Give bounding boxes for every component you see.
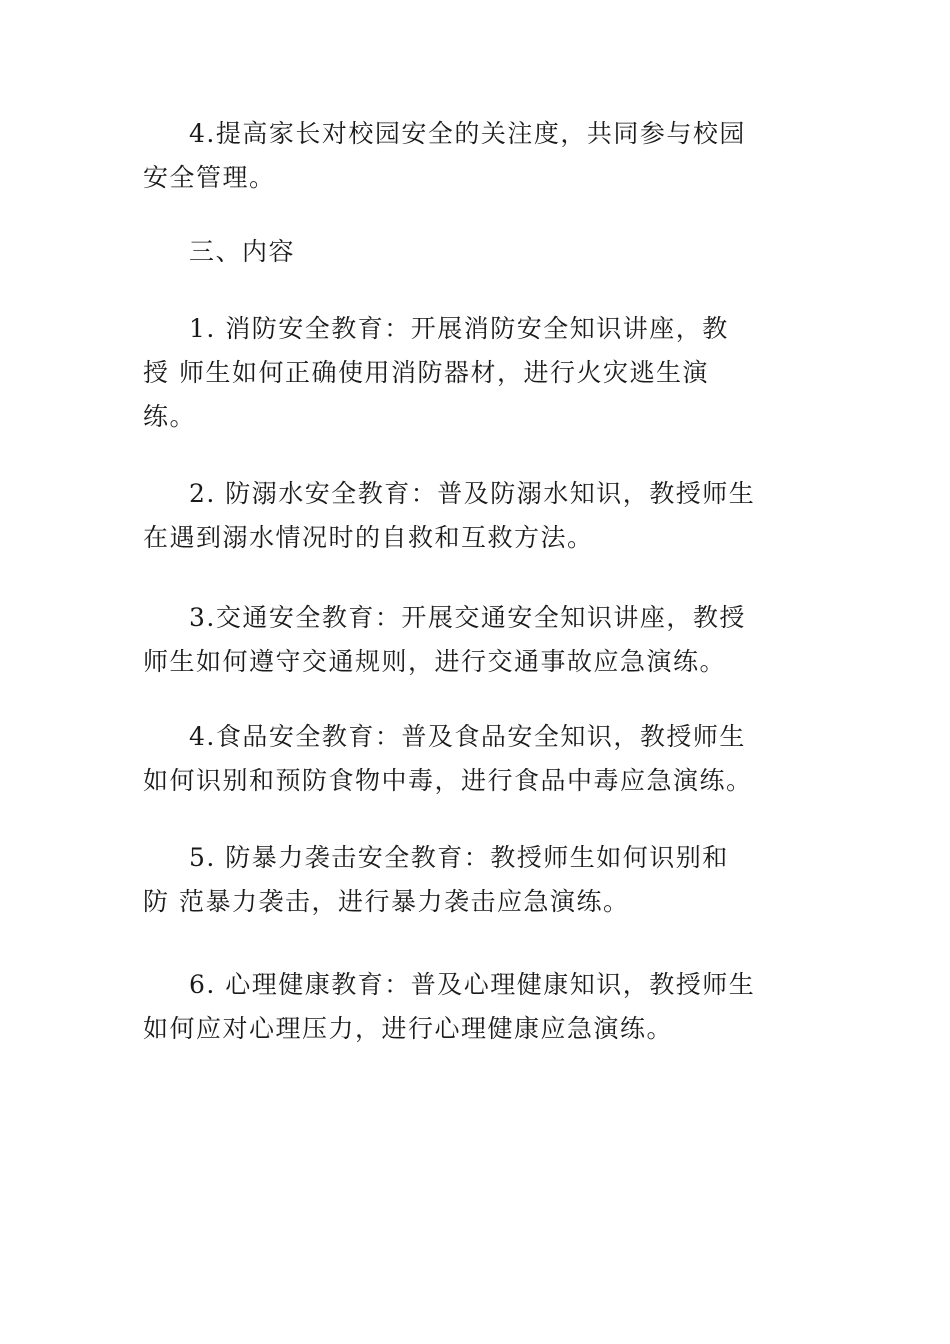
section-heading-content: [143, 230, 803, 274]
paragraph-line: 师生如何遵守交通规则，进行交通事故应急演练。: [143, 647, 727, 676]
paragraph-line: 如何应对心理压力，进行心理健康应急演练。: [143, 1014, 674, 1043]
paragraph-content-4: [143, 715, 803, 803]
section-heading: 三、内容: [189, 237, 296, 266]
paragraph-content-5: [143, 836, 803, 924]
paragraph-content-1: [143, 307, 803, 439]
paragraph-line: 3.交通安全教育：开展交通安全知识讲座，教授: [189, 603, 746, 632]
paragraph-line: 2. 防溺水安全教育：普及防溺水知识，教授师生: [189, 479, 756, 508]
paragraph-line: 防 范暴力袭击，进行暴力袭击应急演练。: [143, 887, 630, 916]
paragraph-line: 1. 消防安全教育：开展消防安全知识讲座，教: [189, 314, 729, 343]
paragraph-line: 5. 防暴力袭击安全教育：教授师生如何识别和: [189, 843, 729, 872]
paragraph-content-3: [143, 596, 803, 684]
paragraph-line: 授 师生如何正确使用消防器材，进行火灾逃生演: [143, 358, 709, 387]
paragraph-line: 4.食品安全教育：普及食品安全知识，教授师生: [189, 722, 746, 751]
paragraph-line: 6. 心理健康教育：普及心理健康知识，教授师生: [189, 970, 756, 999]
paragraph-line: 练。: [143, 402, 197, 431]
paragraph-content-2: [143, 472, 803, 560]
paragraph-content-6: [143, 963, 803, 1051]
paragraph-objective-4: [143, 112, 803, 200]
paragraph-line: 如何识别和预防食物中毒，进行食品中毒应急演练。: [143, 766, 753, 795]
paragraph-line: 4.提高家长对校园安全的关注度，共同参与校园: [189, 119, 746, 148]
paragraph-line: 在遇到溺水情况时的自救和互救方法。: [143, 523, 594, 552]
paragraph-line: 安全管理。: [143, 163, 276, 192]
